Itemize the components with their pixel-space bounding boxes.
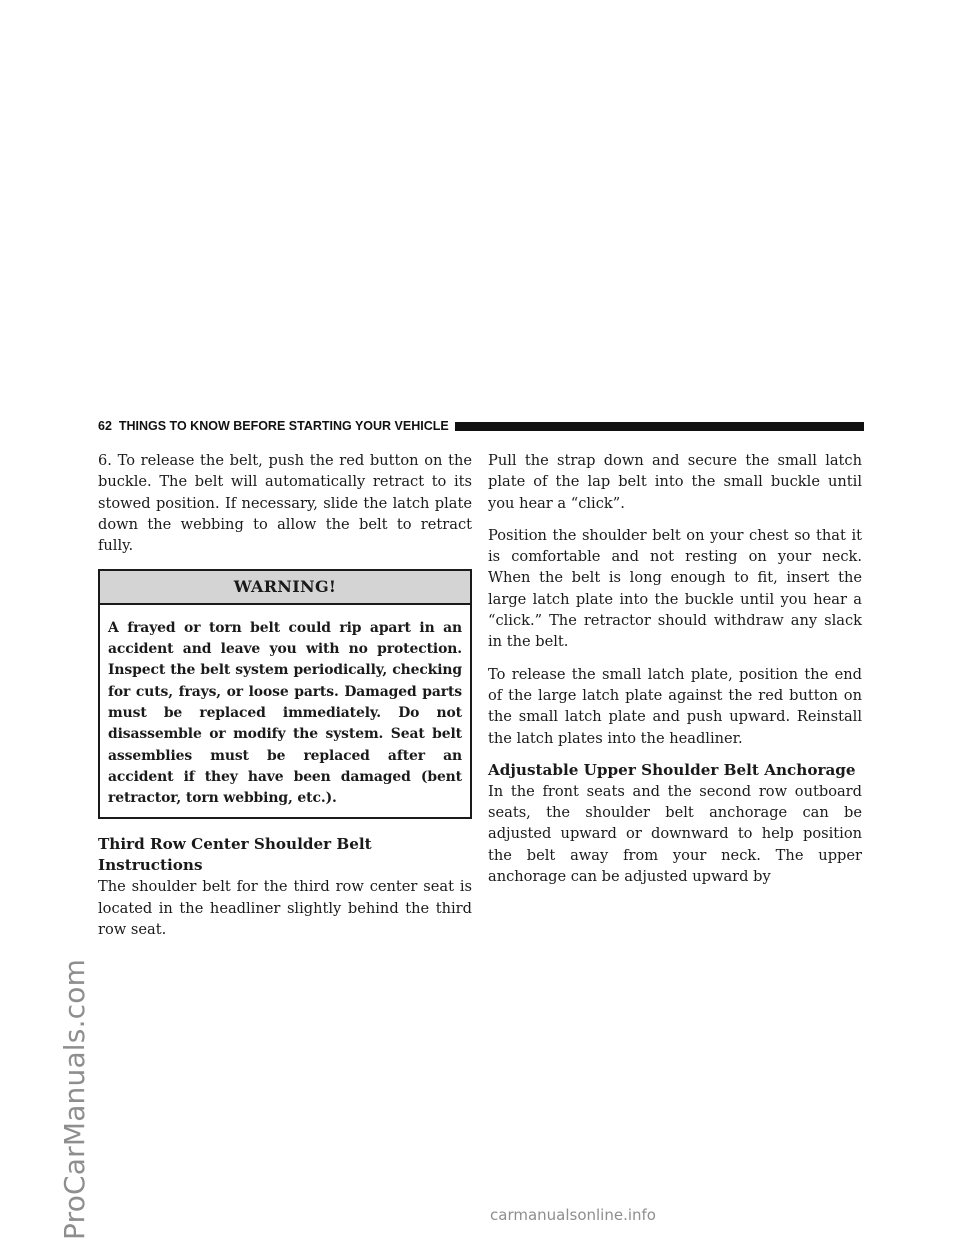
- header-rule: [455, 422, 864, 431]
- page-number: 62: [98, 419, 112, 433]
- watermark-text: ProCarManuals.com: [58, 958, 91, 1240]
- footer-watermark: carmanualsonline.info: [490, 1206, 656, 1224]
- paragraph-release-belt: 6. To release the belt, push the red button on the buckle. The belt will automatically retract to its stowed position. If necessary, slide the latch plate down the webbing to allow the belt to retract fully.: [98, 452, 472, 555]
- heading-adjustable-anchorage: Adjustable Upper Shoulder Belt Anchorage: [488, 760, 856, 779]
- paragraph-release-small-latch: To release the small latch plate, position the end of the large latch plate against the red button on the small latch plate and push upward. Reinstall the latch plates into the headliner.: [488, 665, 862, 747]
- warning-box: [98, 569, 472, 819]
- paragraph-position-belt: Position the shoulder belt on your chest so that it is comfortable and not resting on your neck. When the belt is long enough to fit, insert the large latch plate into the buckle until you hear a “click.” The retractor should withdraw any slack in the belt.: [488, 526, 862, 651]
- section-title: THINGS TO KNOW BEFORE STARTING YOUR VEHICLE: [118, 419, 449, 433]
- heading-third-row: Third Row Center Shoulder Belt Instructions: [98, 835, 372, 875]
- warning-text: A frayed or torn belt could rip apart in an accident and leave you with no protection. Inspect the belt system periodically, checking for cuts, frays, or loose parts. Damaged parts must be replaced immediately. Do not disassemble or modify the system. Seat belt assemblies must be replaced after an accident if they have been damaged (bent retractor, torn webbing, etc.).: [108, 619, 462, 807]
- paragraph-adjustable-anchorage: In the front seats and the second row outboard seats, the shoulder belt anchorage can be adjusted upward or downward to help position the belt away from your neck. The upper anchorage can be adjusted upward by: [488, 782, 862, 886]
- page-header: [98, 416, 864, 436]
- paragraph-third-row: The shoulder belt for the third row center seat is located in the headliner slightly behind the third row seat.: [98, 878, 472, 939]
- warning-title: WARNING!: [100, 571, 470, 604]
- right-column: [488, 450, 862, 898]
- page-header-text: [98, 419, 455, 433]
- paragraph-pull-strap: Pull the strap down and secure the small latch plate of the lap belt into the small buckle until you hear a “click”.: [488, 452, 862, 512]
- left-column: [98, 450, 472, 951]
